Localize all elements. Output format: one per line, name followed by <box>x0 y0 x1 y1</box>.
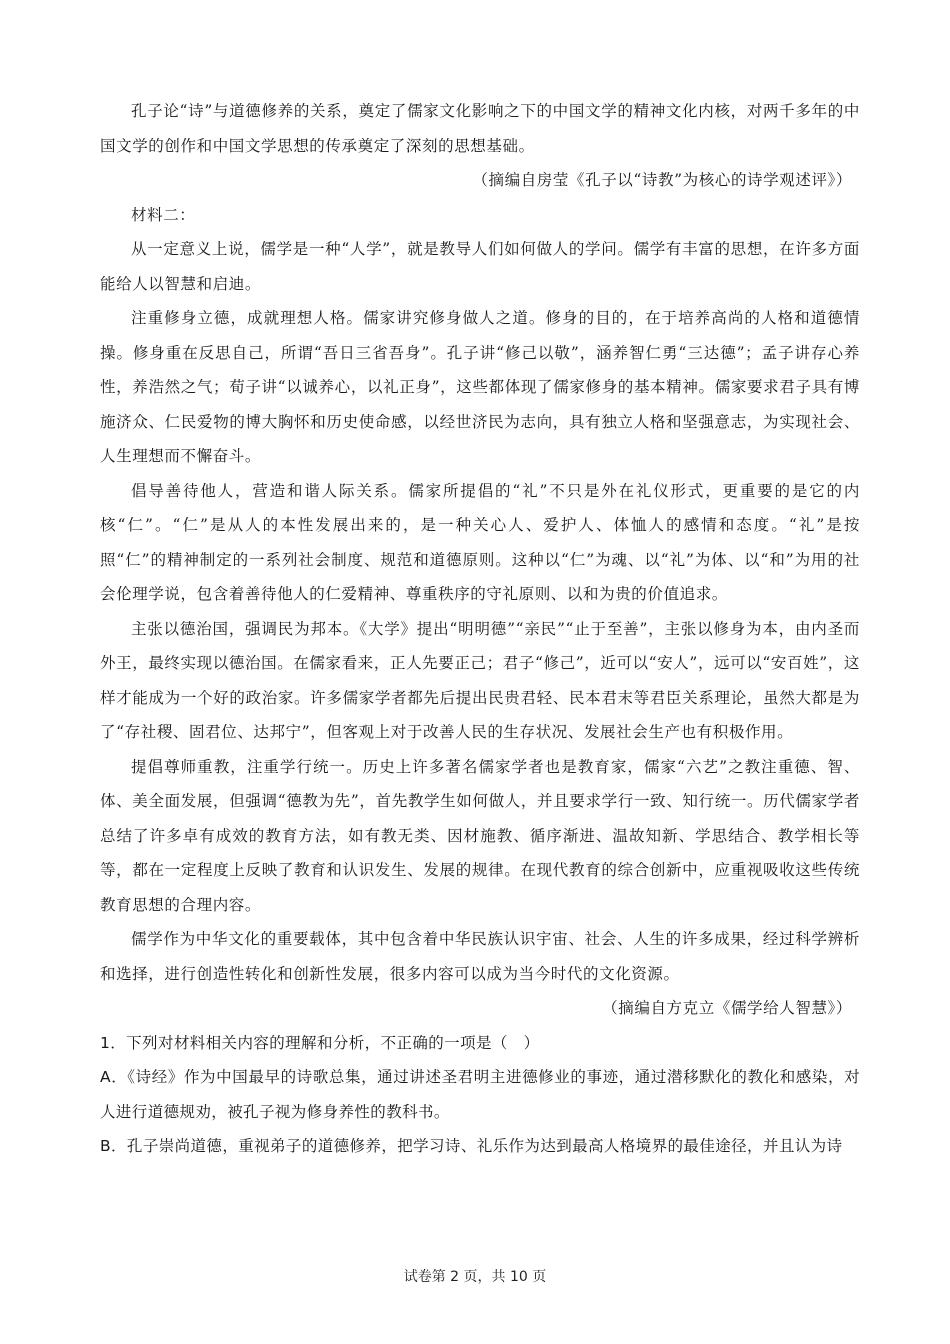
material1-closing-paragraph: 孔子论“诗”与道德修养的关系，奠定了儒家文化影响之下的中国文学的精神文化内核，对两千多年的中国文学的创作和中国文学思想的传承奠定了深刻的思想基础。 <box>100 102 860 155</box>
material2-paragraph: 主张以德治国，强调民为邦本。《大学》提出“明明德”“亲民”“止于至善”，主张以修身为本，由内圣而外王，最终实现以德治国。在儒家看来，正人先要正己；君子“修己”，近可以“安人”，远可以“安百姓”，这样才能成为一个好的政治家。许多儒家学者都先后提出民贵君轻、民本君末等君臣关系理论，虽然大都是为了“存社稷、固君位、达邦宁”，但客观上对于改善人民的生存状况、发展社会生产也有积极作用。 <box>100 619 860 741</box>
material1-source: （摘编自房莹《孔子以“诗教”为核心的诗学观述评》） <box>472 171 852 189</box>
question-1-option-b: B．孔子崇尚道德，重视弟子的道德修养，把学习诗、礼乐作为达到最高人格境界的最佳途径，并且认为诗 <box>100 1137 843 1155</box>
material2-paragraph: 注重修身立德，成就理想人格。儒家讲究修身做人之道。修身的目的，在于培养高尚的人格和道德情操。修身重在反思自己，所谓“吾日三省吾身”。孔子讲“修己以敬”，涵养智仁勇“三达德”；孟子讲存心养性，养浩然之气；荀子讲“以诚养心，以礼正身”，这些都体现了儒家修身的基本精神。儒家要求君子具有博施济众、仁民爱物的博大胸怀和历史使命感，以经世济民为志向，具有独立人格和坚强意志，为实现社会、人生理想而不懈奋斗。 <box>100 309 860 465</box>
page-footer: 试卷第 2 页，共 10 页 <box>403 1269 547 1285</box>
material2-paragraph: 儒学作为中华文化的重要载体，其中包含着中华民族认识宇宙、社会、人生的许多成果，经过科学辨析和选择，进行创造性转化和创新性发展，很多内容可以成为当今时代的文化资源。 <box>100 930 860 983</box>
material2-paragraph: 倡导善待他人，营造和谐人际关系。儒家所提倡的“礼”不只是外在礼仪形式，更重要的是它的内核“仁”。“仁”是从人的本性发展出来的，是一种关心人、爱护人、体恤人的感情和态度。“礼”是按照“仁”的精神制定的一系列社会制度、规范和道德原则。这种以“仁”为魂、以“礼”为体、以“和”为用的社会伦理学说，包含着善待他人的仁爱精神、尊重秩序的守礼原则、以和为贵的价值追求。 <box>100 481 860 603</box>
material2-paragraph: 提倡尊师重教，注重学行统一。历史上许多著名儒家学者也是教育家，儒家“六艺”之教注重德、智、体、美全面发展，但强调“德教为先”，首先教学生如何做人，并且要求学行一致、知行统一。历代儒家学者总结了许多卓有成效的教育方法，如有教无类、因材施教、循序渐进、温故知新、学思结合、教学相长等等，都在一定程度上反映了教育和认识发生、发展的规律。在现代教育的综合创新中，应重视吸收这些传统教育思想的合理内容。 <box>100 757 860 914</box>
page-content <box>100 94 860 1164</box>
material2-paragraph: 从一定意义上说，儒学是一种“人学”，就是教导人们如何做人的学问。儒学有丰富的思想，在许多方面能给人以智慧和启迪。 <box>100 240 860 293</box>
question-1-option-a: A．《诗经》作为中国最早的诗歌总集，通过讲述圣君明主进德修业的事迹，通过潜移默化的教化和感染，对人进行道德规劝，被孔子视为修身养性的教科书。 <box>100 1068 860 1121</box>
material2-heading: 材料二： <box>131 205 196 224</box>
question-1-stem: 1．下列对材料相关内容的理解和分析，不正确的一项是（ ） <box>100 1033 540 1052</box>
material2-source: （摘编自方克立《儒学给人智慧》） <box>602 999 852 1017</box>
